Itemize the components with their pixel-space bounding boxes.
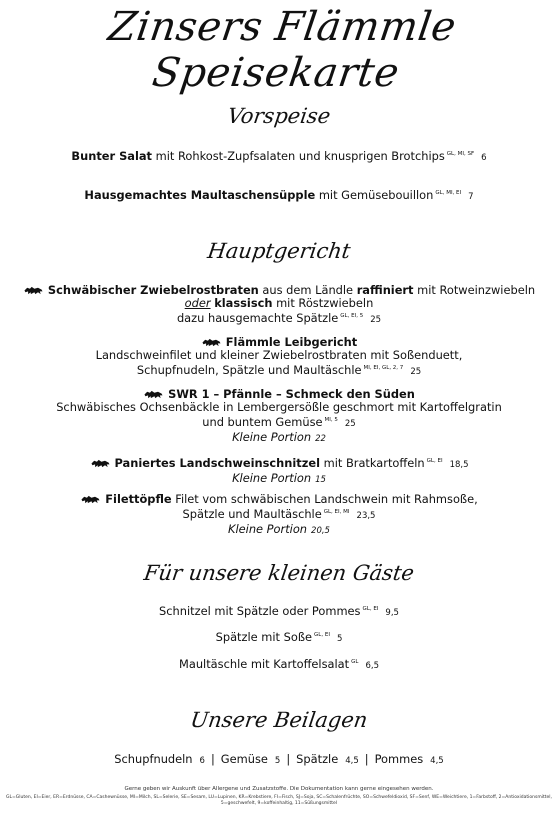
- item-description: aus dem Ländle: [258, 283, 357, 297]
- item-price: 6,5: [365, 661, 379, 671]
- allergen-codes: MI, EI, GL, 2, 7: [363, 365, 404, 371]
- allergen-legend: GL=Gluten, EI=Eier, ER=Erdnüsse, CA=Cashewnüsse, MI=Milch, SL=Selerie, SE=Sesam, LU=Lupinen, KR=Krebstiere, FI=Fisch, SJ=Soja, SC=Schalenfrüchte, SO=Schwefeldioxid, SF=Senf, WE=Weichtiere, 1=Farbstoff, 2=Antioxidationsmittel, 5=geschwefelt, 9=koffeinhaltig, 11=Süßungsmittel: [6, 795, 552, 806]
- item-description: Filet vom schwäbischen Landschwein mit Rahmsoße,: [171, 492, 478, 506]
- menu-item-swr-pfaennle: [0, 388, 558, 446]
- item-price: 23,5: [356, 511, 376, 521]
- small-portion: [0, 431, 558, 446]
- option-raffiniert: raffiniert: [356, 283, 414, 297]
- kids-item-maultaeschle: [0, 656, 558, 673]
- menu-item-bunter-salat: [0, 148, 558, 165]
- allergen-codes: GL, EI, MI: [323, 509, 350, 515]
- option-separator: oder: [184, 296, 211, 310]
- allergen-codes: GL, MI, EI: [435, 190, 462, 196]
- item-name: SWR 1 – Pfännle – Schmeck den Süden: [168, 387, 415, 401]
- lion-emblem-icon: [80, 495, 101, 504]
- menu-item-schnitzel: [0, 455, 558, 487]
- allergen-codes: GL, EI: [426, 458, 443, 464]
- portion-price: 22: [315, 434, 326, 444]
- item-name: Maultäschle mit Kartoffelsalat: [179, 657, 350, 671]
- item-description: Schwäbisches Ochsenbäckle in Lembergersößle geschmort mit Kartoffelgratin: [56, 400, 502, 414]
- menu-item-filettoepfle: [0, 493, 558, 538]
- separator: |: [286, 752, 291, 766]
- item-description: mit Gemüsebouillon: [315, 188, 434, 202]
- small-portion: [0, 523, 558, 538]
- section-heading-kleine-gaeste: Für unsere kleinen Gäste: [142, 561, 416, 585]
- menu-item-zwiebelrostbraten: [0, 284, 558, 327]
- allergen-codes: GL: [351, 659, 359, 665]
- item-price: 5: [336, 634, 343, 644]
- section-heading-beilagen: Unsere Beilagen: [188, 708, 370, 732]
- lion-emblem-icon: [201, 338, 222, 347]
- item-name: Filettöpfle: [105, 492, 172, 506]
- lion-emblem-icon: [23, 286, 44, 295]
- item-name: Hausgemachtes Maultaschensüpple: [84, 188, 316, 202]
- item-description: Landschweinfilet und kleiner Zwiebelrostbraten mit Soßenduett,: [95, 348, 463, 362]
- item-description: mit Rotweinzwiebeln: [413, 283, 536, 297]
- item-name: Schnitzel mit Spätzle oder Pommes: [159, 604, 361, 618]
- allergen-codes: GL, EI: [314, 632, 330, 638]
- section-heading-hauptgericht: Hauptgericht: [206, 239, 352, 263]
- side-item: Gemüse 5: [220, 752, 281, 766]
- item-name: Flämmle Leibgericht: [225, 335, 358, 349]
- item-price: 18,5: [449, 460, 469, 470]
- item-price: 7: [468, 192, 474, 202]
- item-name: Schwäbischer Zwiebelrostbraten: [47, 283, 259, 297]
- portion-label: Kleine Portion: [232, 430, 312, 444]
- item-price: 9,5: [385, 608, 399, 618]
- page-title: Zinsers Flämmle Speisekarte: [105, 4, 460, 96]
- portion-price: 15: [315, 475, 326, 485]
- item-price: 6: [481, 153, 487, 163]
- item-description: dazu hausgemachte Spätzle: [176, 311, 339, 325]
- lion-emblem-icon: [143, 390, 164, 399]
- allergen-notice: Gerne geben wir Auskunft über Allergene und Zusatzstoffe. Die Dokumentation kann gerne eingesehen werden.: [124, 786, 434, 792]
- menu-item-leibgericht: [0, 336, 558, 379]
- separator: |: [210, 752, 215, 766]
- item-price: 25: [370, 315, 382, 325]
- separator: |: [364, 752, 369, 766]
- portion-label: Kleine Portion: [228, 522, 308, 536]
- item-description: Schupfnudeln, Spätzle und Maultäschle: [136, 363, 362, 377]
- item-name: Paniertes Landschweinschnitzel: [114, 456, 320, 470]
- kids-item-spaetzle: [0, 629, 558, 646]
- item-description: mit Bratkartoffeln: [319, 456, 425, 470]
- portion-price: 20,5: [311, 526, 330, 536]
- item-name: Spätzle mit Soße: [215, 630, 313, 644]
- allergen-codes: GL, EI: [362, 606, 379, 612]
- item-name: Bunter Salat: [71, 149, 153, 163]
- lion-emblem-icon: [90, 459, 111, 468]
- option-klassisch: klassisch: [214, 296, 273, 310]
- item-description: mit Rohkost-Zupfsalaten und knusprigen Brotchips: [152, 149, 445, 163]
- allergen-codes: GL, MI, SF: [446, 151, 475, 157]
- item-description: und buntem Gemüse: [202, 415, 323, 429]
- portion-label: Kleine Portion: [232, 471, 312, 485]
- small-portion: [0, 472, 558, 487]
- allergen-codes: MI, 5: [324, 417, 338, 423]
- menu-item-maultaschensueppe: [0, 187, 558, 204]
- item-price: 25: [344, 419, 356, 429]
- item-price: 25: [410, 367, 422, 377]
- kids-item-schnitzel: [0, 603, 558, 620]
- side-item: Spätzle 4,5: [296, 752, 359, 766]
- item-description: mit Röstzwiebeln: [272, 296, 374, 310]
- side-item: Schupfnudeln 6: [114, 752, 205, 766]
- item-description: Spätzle und Maultäschle: [182, 507, 322, 521]
- sides-list: [0, 752, 558, 766]
- section-heading-vorspeise: Vorspeise: [226, 104, 332, 128]
- allergen-codes: GL, EI, 5: [340, 313, 364, 319]
- side-item: Pommes 4,5: [374, 752, 444, 766]
